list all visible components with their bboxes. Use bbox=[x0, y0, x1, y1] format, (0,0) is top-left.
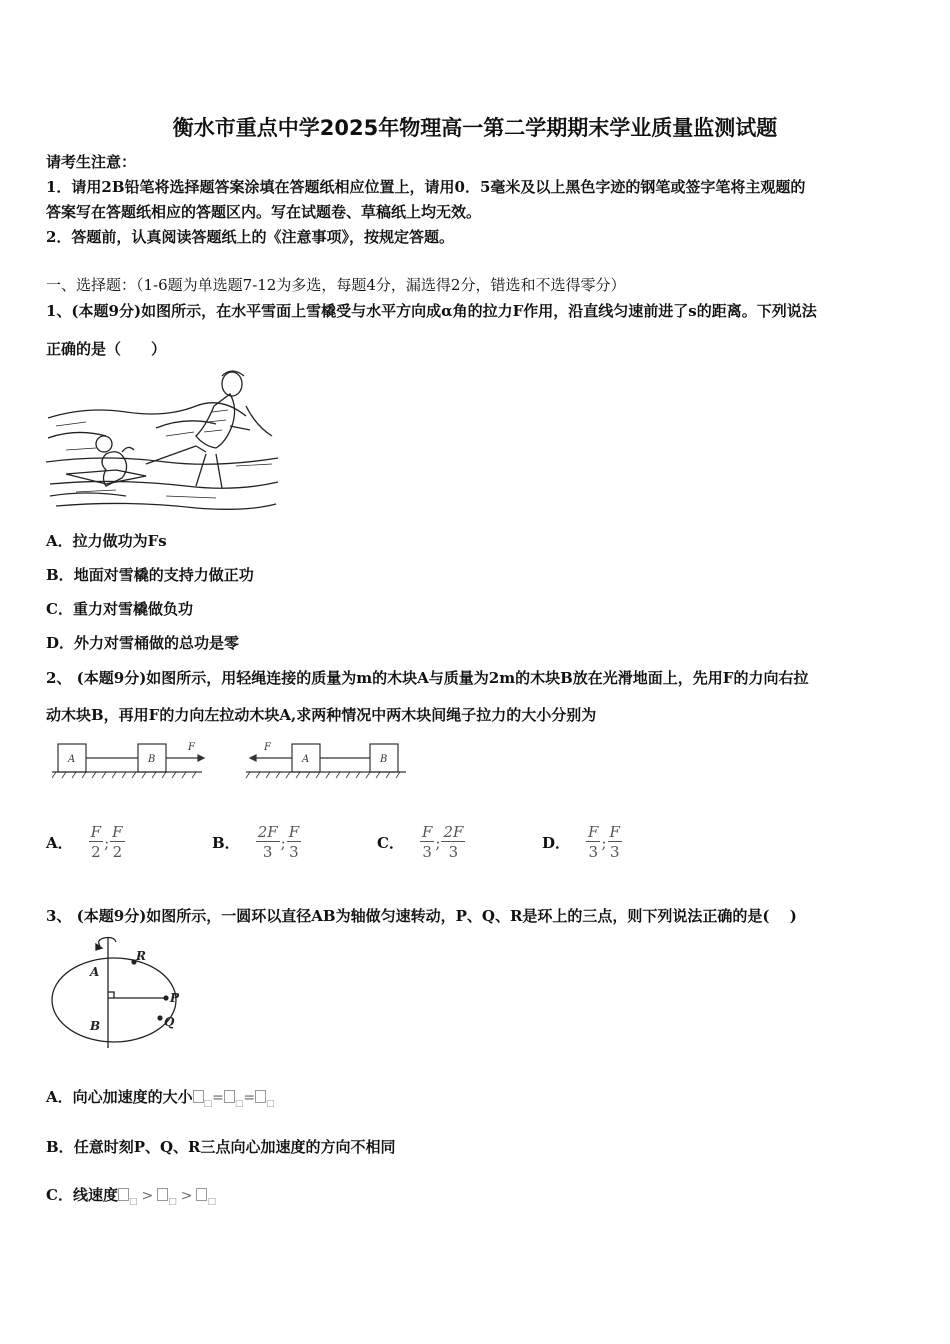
q2-option-d[interactable]: D． $\frac{F}{3}$ ; $\frac{F}{3}$ bbox=[542, 823, 620, 861]
placeholder-box bbox=[224, 1090, 235, 1103]
q3-stem: 3、 (本题9分)如图所示，一圆环以直径AB为轴做匀速转动，P、Q、R是环上的三点，则下列说法正确的是( ) bbox=[46, 907, 797, 925]
q1-option-c[interactable]: C．重力对雪橇做负功 bbox=[46, 600, 193, 618]
placeholder-box bbox=[255, 1090, 266, 1103]
q2-option-b[interactable]: B． $\frac{2F}{3}$ ; $\frac{F}{3}$ bbox=[212, 823, 300, 861]
q2-option-c[interactable]: C． $\frac{F}{3}$ ; $\frac{2F}{3}$ bbox=[377, 823, 464, 861]
notice-line-3: 2．答题前，认真阅读答题纸上的《注意事项》，按规定答题。 bbox=[46, 228, 454, 246]
sled-illustration bbox=[46, 366, 280, 516]
q1-stem-line-2: 正确的是（ ） bbox=[46, 340, 167, 358]
svg-text:A: A bbox=[90, 965, 100, 979]
q3-option-c[interactable]: C．线速度 $_□$ > $_□$ > $_□$ bbox=[46, 1186, 216, 1207]
notice-heading: 请考生注意： bbox=[46, 153, 137, 171]
notice-line-2: 答案写在答题纸相应的答题区内。写在试题卷、草稿纸上均无效。 bbox=[46, 203, 482, 221]
svg-text:B: B bbox=[380, 754, 388, 765]
q1-option-d[interactable]: D．外力对雪桶做的总功是零 bbox=[46, 634, 240, 652]
q3-option-a[interactable]: A．向心加速度的大小 $_□$= $_□$= $_□$ bbox=[46, 1088, 275, 1109]
blocks-diagram bbox=[52, 736, 412, 782]
page-title: 衡水市重点中学2025年物理高一第二学期期末学业质量监测试题 bbox=[172, 116, 778, 140]
svg-text:A: A bbox=[302, 754, 310, 765]
svg-text:F: F bbox=[264, 742, 271, 753]
ring-diagram bbox=[46, 936, 196, 1052]
q1-stem-line-1: 1、(本题9分)如图所示，在水平雪面上雪橇受与水平方向成α角的拉力F作用，沿直线匀速前进了s的距离。下列说法 bbox=[46, 302, 817, 320]
q2-option-a[interactable]: A． $\frac{F}{2}$ ; $\frac{F}{2}$ bbox=[46, 823, 123, 861]
svg-text:P: P bbox=[170, 991, 180, 1005]
q2-stem-line-2: 动木块B，再用F的力向左拉动木块A,求两种情况中两木块间绳子拉力的大小分别为 bbox=[46, 706, 597, 724]
placeholder-box bbox=[157, 1188, 168, 1201]
svg-text:A: A bbox=[68, 754, 76, 765]
svg-text:F: F bbox=[188, 742, 195, 753]
q1-option-b[interactable]: B．地面对雪橇的支持力做正功 bbox=[46, 566, 254, 584]
section-heading: 一、选择题：（1-6题为单选题7-12为多选，每题4分，漏选得2分，错选和不选得零分） bbox=[46, 276, 626, 294]
placeholder-box bbox=[196, 1188, 207, 1201]
q3-option-b[interactable]: B．任意时刻P、Q、R三点向心加速度的方向不相同 bbox=[46, 1138, 396, 1156]
svg-text:B: B bbox=[148, 754, 156, 765]
q1-option-a[interactable]: A．拉力做功为Fs bbox=[46, 532, 167, 550]
svg-text:Q: Q bbox=[164, 1015, 175, 1029]
q2-stem-line-1: 2、 (本题9分)如图所示，用轻绳连接的质量为m的木块A与质量为2m的木块B放在光滑地面上，先用F的力向右拉 bbox=[46, 669, 809, 687]
placeholder-box bbox=[193, 1090, 204, 1103]
placeholder-box bbox=[118, 1188, 129, 1201]
notice-line-1: 1．请用2B铅笔将选择题答案涂填在答题纸相应位置上，请用0．5毫米及以上黑色字迹的钢笔或签字笔将主观题的 bbox=[46, 178, 806, 196]
svg-text:R: R bbox=[136, 949, 146, 963]
svg-text:B: B bbox=[90, 1019, 101, 1033]
